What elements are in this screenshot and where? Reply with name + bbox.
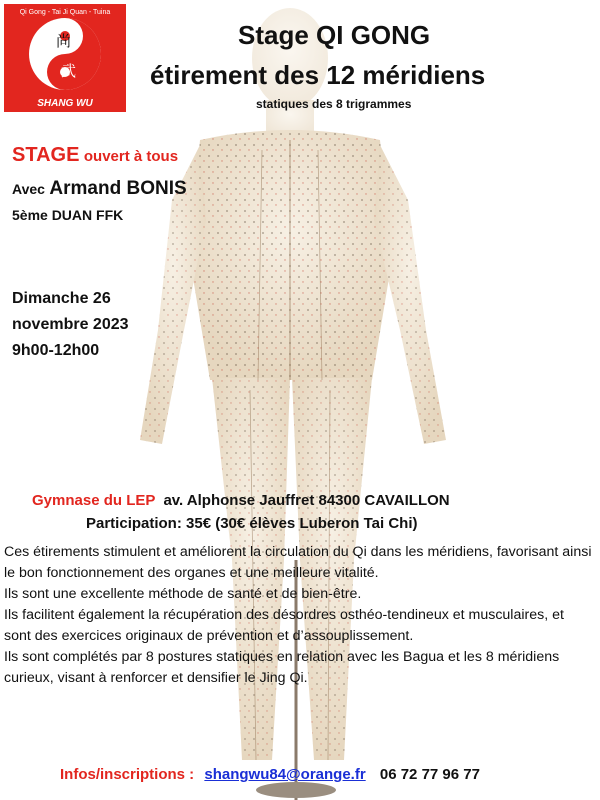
venue-line (32, 492, 450, 509)
avec-label: Avec (12, 181, 45, 197)
teacher-name: Armand BONIS (49, 178, 187, 199)
title-line-2: étirement des 12 méridiens (150, 60, 486, 90)
email-link[interactable]: shangwu84@orange.fr (204, 766, 366, 783)
description-paragraph: Ils sont complétés par 8 postures statiques en relation avec les Bagua et les 8 méridiens curieux, visant à renforcer et densifier le Jing Qi. (4, 649, 560, 686)
description (4, 542, 594, 689)
phone-number: 06 72 77 96 77 (379, 766, 480, 783)
contact-line (60, 766, 480, 783)
contact-label: Infos/inscriptions : (60, 766, 195, 783)
description-paragraph: Ils facilitent également la récupération des désordres osthéo-tendineux et musculaires, et sont des exercices originaux de prévention et d’assouplissement. (4, 607, 564, 644)
logo-char-top: 尚 (56, 32, 72, 50)
shang-wu-logo (4, 4, 126, 112)
venue-address: av. Alphonse Jauffret 84300 CAVAILLON (163, 492, 450, 509)
subtitle: statiques des 8 trigrammes (256, 97, 412, 111)
logo-arc-text: Qi Gong - Tai Ji Quan - Tuina (19, 9, 111, 16)
title-line-1: Stage QI GONG (238, 20, 431, 50)
stage-open-text: ouvert à tous (83, 148, 179, 165)
stage-label: STAGE (12, 144, 80, 166)
date-line-1: Dimanche 26 (12, 290, 111, 307)
participation-price: Participation: 35€ (30€ élèves Luberon Tai Chi) (86, 515, 418, 532)
logo-char-bottom: 武 (61, 62, 77, 80)
description-paragraph: Ils sont une excellente méthode de santé et de bien-être. (4, 586, 362, 602)
date-line-2: novembre 2023 (12, 316, 129, 333)
description-paragraph: Ces étirements stimulent et améliorent la circulation du Qi dans les méridiens, favorisant ainsi le bon fonctionnement des organes et une meilleure vitalité. (4, 544, 592, 581)
event-date (12, 286, 129, 364)
date-hours: 9h00-12h00 (12, 342, 100, 359)
teacher-line (12, 178, 187, 200)
logo-brand: SHANG WU (37, 98, 93, 109)
venue-place: Gymnase du LEP (32, 492, 156, 509)
stage-heading (12, 144, 178, 167)
teacher-grade: 5ème DUAN FFK (12, 207, 124, 223)
